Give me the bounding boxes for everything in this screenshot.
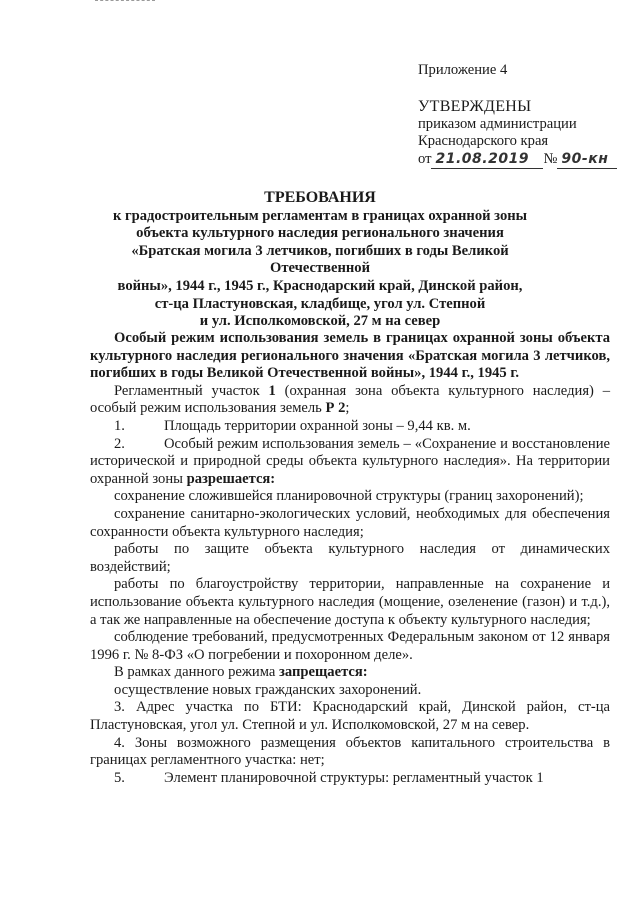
item-number: 2. <box>114 435 125 452</box>
prohibited-text: В рамках данного режима <box>114 664 279 681</box>
number-label: № <box>543 150 558 167</box>
reg-text: ; <box>345 400 350 417</box>
handwritten-number: 90-кн <box>557 151 617 170</box>
reg-zone: Р 2 <box>325 400 346 417</box>
item-text: Особый режим использования земель – «Сохранение и восстановление исторической и природной среды объекта культурного наследия». На территории охранной зоны <box>90 435 610 487</box>
allowed-item: работы по благоустройству территории, направленные на сохранение и использование объекта культурного наследия (мощение, озеленение (газон) и т.д.), а так же направленные на обеспечение доступа к объекту культурного наследия; <box>90 576 610 628</box>
prohibited-label: запрещается: <box>279 664 368 681</box>
allowed-item: сохранение сложившейся планировочной структуры (границ захоронений); <box>114 488 584 505</box>
document-body <box>90 330 610 787</box>
title-main: ТРЕБОВАНИЯ <box>264 189 376 206</box>
title-line: ст-ца Пластуновская, кладбище, угол ул. Степной <box>154 295 486 312</box>
reg-text: (охранная зона объекта культурного наследия) – особый режим использования земель <box>90 382 610 417</box>
prohibited-paragraph <box>90 664 610 682</box>
title-line: «Братская могила 3 летчиков, погибших в годы Великой Отечественной <box>131 242 509 277</box>
handwritten-date: 21.08.2019 <box>431 151 543 170</box>
allowed-item: сохранение санитарно-экологических условий, необходимых для обеспечения сохранности объекта культурного наследия; <box>90 505 610 540</box>
approval-signature-row <box>418 151 618 170</box>
item-text: Элемент планировочной структуры: регламентный участок 1 <box>164 769 544 786</box>
reg-number: 1 <box>268 382 276 399</box>
allowed-item: работы по защите объекта культурного наследия от динамических воздействий; <box>90 541 610 575</box>
item-2 <box>90 436 610 489</box>
item-1 <box>90 418 610 436</box>
reg-text: Регламентный участок <box>114 382 269 399</box>
item-number: 1. <box>114 417 125 434</box>
title-line: к градостроительным регламентам в границах охранной зоны <box>112 207 528 224</box>
allowed-label: разрешается: <box>186 470 276 487</box>
approved-region: Краснодарского края <box>418 133 549 150</box>
scan-artifact <box>95 0 155 5</box>
regulation-plot-paragraph <box>90 383 610 418</box>
title-line: войны», 1944 г., 1945 г., Краснодарский край, Динской район, <box>117 277 523 294</box>
allowed-item: соблюдение требований, предусмотренных Федеральным законом от 12 января 1996 г. № 8-ФЗ «О погребении и похоронном деле». <box>90 629 610 663</box>
title-line: и ул. Исполкомовской, 27 м на север <box>199 313 441 330</box>
prohibited-item: осуществление новых гражданских захоронений. <box>114 681 422 698</box>
approved-by-order: приказом администрации <box>418 115 577 132</box>
approval-block <box>418 98 618 169</box>
item-4: 4. Зоны возможного размещения объектов капитального строительства в границах регламентного участка: нет; <box>90 734 610 769</box>
item-5 <box>90 770 610 788</box>
from-label: от <box>418 150 432 167</box>
approved-heading: УТВЕРЖДЕНЫ <box>418 98 532 115</box>
item-3: 3. Адрес участка по БТИ: Краснодарский край, Динской район, ст-ца Пластуновская, угол ул. Степной и ул. Исполкомовской, 27 м на север. <box>90 699 610 734</box>
item-number: 5. <box>114 769 125 786</box>
section-heading: Особый режим использования земель в границах охранной зоны объекта культурного наследия регионального значения «Братская могила 3 летчиков, погибших в годы Великой Отечественной войны», 1944 г., 1945 г. <box>90 330 610 382</box>
item-text: Площадь территории охранной зоны – 9,44 кв. м. <box>164 417 471 434</box>
document-title <box>90 189 550 331</box>
title-line: объекта культурного наследия регионального значения <box>136 225 504 242</box>
appendix-label: Приложение 4 <box>418 62 508 78</box>
